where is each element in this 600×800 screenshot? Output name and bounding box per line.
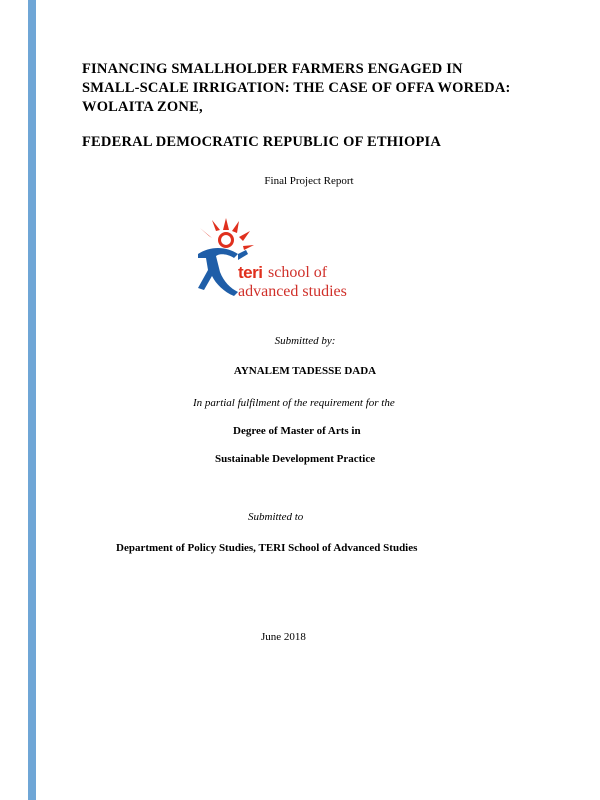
- report-date: June 2018: [261, 631, 306, 643]
- submitted-to-label: Submitted to: [248, 511, 304, 523]
- logo-advanced-text: advanced studies: [238, 283, 347, 300]
- left-accent-bar: [28, 0, 36, 800]
- logo-school-text: school of: [268, 264, 328, 281]
- title-line-2: SMALL-SCALE IRRIGATION: THE CASE OF OFFA WOREDA:: [82, 80, 511, 96]
- title-line-1: FINANCING SMALLHOLDER FARMERS ENGAGED IN: [82, 61, 463, 77]
- document-subtitle: FEDERAL DEMOCRATIC REPUBLIC OF ETHIOPIA: [82, 134, 442, 150]
- document-title: [82, 60, 511, 117]
- report-type: Final Project Report: [264, 175, 354, 187]
- fulfilment-text: In partial fulfilment of the requirement for the: [193, 397, 395, 409]
- submitted-by-label: Submitted by:: [274, 335, 336, 347]
- title-line-3: WOLAITA ZONE,: [82, 99, 203, 115]
- author-name: AYNALEM TADESSE DADA: [233, 365, 377, 377]
- degree-line-1: Degree of Master of Arts in: [233, 425, 361, 437]
- department-name: Department of Policy Studies, TERI School of Advanced Studies: [116, 542, 418, 554]
- logo-teri-text: teri: [238, 263, 263, 282]
- degree-line-2: Sustainable Development Practice: [215, 453, 376, 465]
